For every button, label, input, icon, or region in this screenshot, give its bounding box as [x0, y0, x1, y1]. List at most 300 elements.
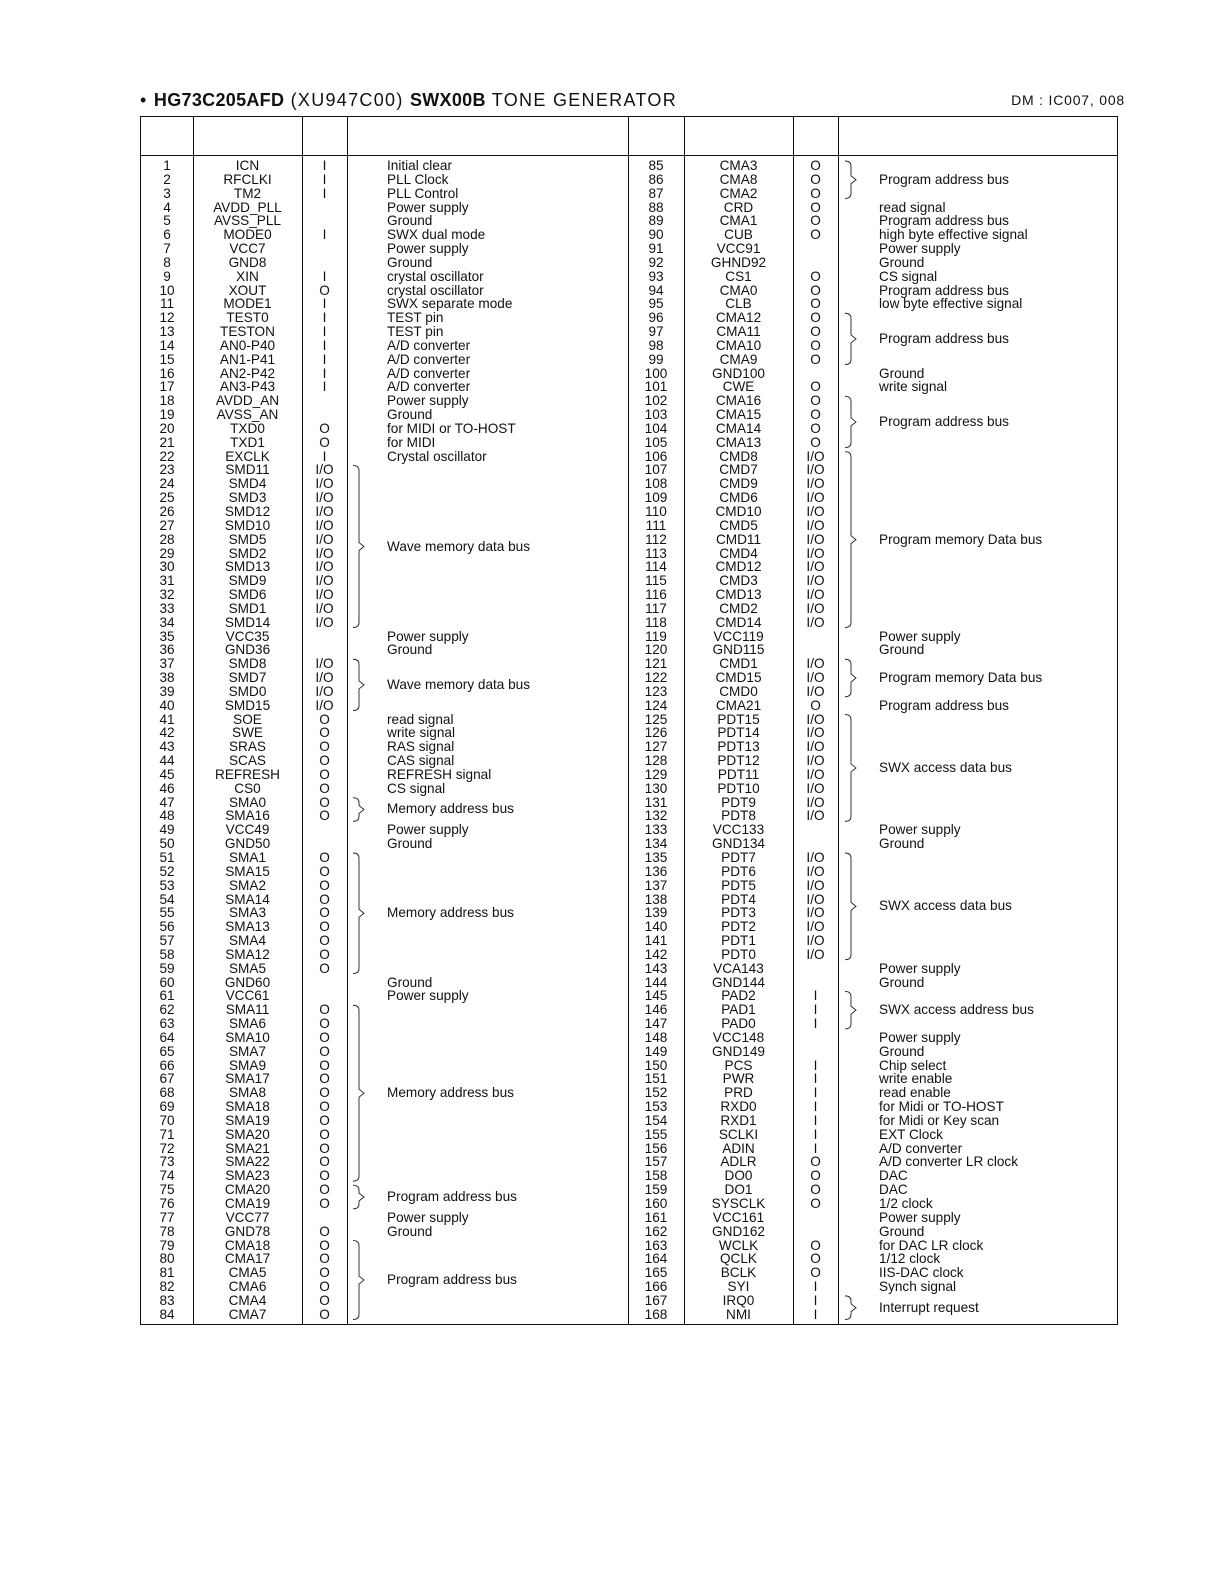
- pin-io: I: [322, 324, 327, 340]
- group-brace: [845, 452, 856, 628]
- pin-number: 87: [648, 185, 664, 201]
- pin-number: 121: [644, 656, 668, 672]
- pin-name: PDT11: [717, 766, 760, 782]
- pin-name: SMA13: [225, 919, 270, 935]
- pin-number: 118: [645, 614, 667, 630]
- pin-io: O: [810, 171, 821, 187]
- pin-number: 70: [159, 1112, 175, 1128]
- pin-number: 53: [159, 877, 175, 893]
- pin-io: O: [319, 850, 330, 865]
- ic-reference: DM : IC007, 008: [1011, 92, 1125, 108]
- pin-number: 45: [159, 766, 175, 782]
- pin-io: O: [319, 739, 330, 755]
- pin-function: PLL Clock: [387, 171, 449, 187]
- pin-name: AN0-P40: [219, 337, 276, 353]
- pin-io: O: [810, 199, 821, 215]
- pin-function: Synch signal: [879, 1279, 957, 1295]
- pin-number: 16: [159, 365, 175, 381]
- pin-number: 58: [159, 946, 175, 962]
- pin-name: CMD12: [715, 559, 762, 575]
- pin-number: 149: [644, 1043, 668, 1059]
- pin-io: I: [813, 1071, 818, 1087]
- pin-number: 27: [159, 517, 175, 533]
- pin-io: I/O: [315, 573, 334, 589]
- group-brace: [353, 1185, 364, 1209]
- pin-function: CS signal: [879, 268, 938, 284]
- pin-name: SCAS: [228, 753, 267, 769]
- pin-name: CMD14: [715, 614, 762, 630]
- pin-name: SMA9: [228, 1057, 267, 1073]
- pin-number: 56: [159, 919, 175, 935]
- pin-name: CMD15: [715, 670, 762, 686]
- pin-number: 158: [644, 1168, 668, 1184]
- pin-number: 41: [159, 711, 175, 727]
- pin-io: O: [810, 227, 821, 243]
- pin-number: 25: [159, 490, 175, 506]
- group-label: SWX access data bus: [879, 898, 1012, 914]
- pin-name: SMA2: [228, 877, 267, 893]
- pin-name: CMA11: [716, 324, 761, 340]
- pin-number: 35: [159, 628, 175, 644]
- pin-io: O: [810, 1237, 821, 1253]
- pin-number: 116: [645, 587, 667, 603]
- pin-name: SWE: [232, 725, 263, 741]
- pin-number: 167: [644, 1292, 668, 1308]
- pin-number: 6: [163, 227, 171, 243]
- pin-number: 150: [644, 1057, 668, 1073]
- group-brace: [845, 1296, 856, 1320]
- pin-name: DO1: [724, 1182, 753, 1198]
- pin-name: ADIN: [722, 1140, 755, 1156]
- pin-number: 14: [159, 337, 175, 353]
- pin-io: I: [322, 158, 327, 173]
- pin-io: O: [810, 268, 821, 284]
- pin-name: CMA7: [228, 1306, 267, 1322]
- pin-number: 55: [159, 905, 175, 921]
- pin-number: 92: [648, 254, 664, 270]
- pin-io: O: [319, 282, 330, 298]
- pin-name: GND60: [224, 974, 271, 990]
- pin-name: PDT7: [721, 850, 756, 865]
- pin-number: 139: [644, 905, 668, 921]
- pin-number: 111: [645, 517, 667, 533]
- pin-io: I/O: [315, 587, 334, 603]
- pin-number: 115: [645, 573, 667, 589]
- pin-number: 43: [159, 739, 175, 755]
- pin-io: I/O: [315, 559, 334, 575]
- pin-function: Power supply: [387, 822, 469, 838]
- pin-number: 117: [645, 600, 667, 616]
- pin-function: Ground: [879, 974, 925, 990]
- pin-name: CMA10: [715, 337, 762, 353]
- pin-io: O: [319, 1265, 330, 1281]
- pin-io: O: [319, 946, 330, 962]
- pin-name: PDT15: [717, 711, 760, 727]
- pin-io: O: [810, 407, 821, 423]
- pin-io: O: [319, 1196, 330, 1211]
- pin-io: I/O: [315, 517, 334, 533]
- pin-number: 141: [644, 933, 668, 949]
- pin-io: O: [810, 337, 821, 353]
- pin-function: Power supply: [879, 1209, 961, 1225]
- pin-io: O: [810, 351, 821, 367]
- pin-name: AN2-P42: [219, 365, 276, 381]
- pin-number: 130: [644, 780, 668, 796]
- pin-number: 166: [644, 1279, 668, 1295]
- pin-name: SMA21: [225, 1140, 270, 1156]
- group-brace: [845, 991, 856, 1029]
- pin-name: SMD10: [224, 517, 271, 533]
- pin-name: PDT10: [717, 780, 760, 796]
- pin-io: O: [319, 1057, 330, 1073]
- pin-function: Ground: [879, 836, 925, 852]
- pin-io: O: [319, 1002, 330, 1018]
- pin-number: 144: [644, 974, 668, 990]
- pin-name: GND78: [224, 1223, 271, 1239]
- pin-io: I/O: [315, 462, 334, 478]
- pin-name: PRD: [724, 1085, 753, 1101]
- pin-function: Ground: [387, 254, 433, 270]
- pin-name: GND162: [712, 1223, 765, 1239]
- pin-number: 49: [159, 822, 175, 838]
- pin-io: I/O: [315, 545, 334, 561]
- group-brace: [353, 798, 364, 822]
- pin-function: write enable: [879, 1071, 953, 1087]
- pin-io: I: [322, 448, 327, 464]
- pin-name: CMA6: [228, 1279, 267, 1295]
- pin-name: SMA16: [225, 808, 270, 824]
- group-label: Program address bus: [879, 413, 1009, 429]
- pin-name: VCC77: [225, 1209, 270, 1225]
- pin-function: for MIDI or TO-HOST: [387, 420, 516, 436]
- pin-number: 142: [644, 946, 668, 962]
- pin-io: I/O: [806, 656, 825, 672]
- group-label: Wave memory data bus: [387, 538, 531, 554]
- pin-name: SOE: [233, 711, 262, 727]
- pin-number: 110: [645, 504, 667, 519]
- pin-name: GND149: [712, 1043, 765, 1059]
- pin-number: 47: [159, 794, 175, 810]
- pin-number: 29: [159, 545, 175, 561]
- pin-io: I/O: [315, 683, 334, 699]
- pin-io: I/O: [806, 891, 825, 907]
- pin-number: 31: [159, 573, 175, 589]
- pin-number: 138: [644, 891, 668, 907]
- pin-number: 94: [648, 282, 664, 298]
- pin-name: CMA0: [719, 282, 758, 298]
- pin-function: write signal: [387, 725, 455, 741]
- pin-io: I/O: [806, 946, 825, 962]
- pin-name: AVDD_AN: [215, 393, 280, 409]
- pin-number: 161: [644, 1209, 668, 1225]
- pin-number: 155: [644, 1126, 668, 1142]
- pin-name: PDT1: [721, 933, 756, 949]
- pin-number: 60: [159, 974, 175, 990]
- pin-io: O: [319, 1306, 330, 1322]
- pin-number: 145: [644, 988, 668, 1004]
- pin-name: VCC133: [712, 822, 765, 838]
- pin-name: SMA19: [225, 1112, 270, 1128]
- pin-number: 137: [644, 877, 668, 893]
- pin-number: 123: [644, 683, 668, 699]
- pin-io: O: [810, 310, 821, 326]
- pin-io: O: [319, 877, 330, 893]
- pin-name: SMD9: [228, 573, 267, 589]
- pin-number: 128: [644, 753, 668, 769]
- pin-io: O: [319, 1071, 330, 1087]
- pin-function: A/D converter: [387, 365, 471, 381]
- pin-function: TEST pin: [387, 310, 444, 326]
- pin-name: REFRESH: [215, 766, 280, 782]
- pin-function: A/D converter: [387, 351, 471, 367]
- pin-number: 9: [163, 268, 171, 284]
- pin-io: I: [813, 1085, 818, 1101]
- pin-io: I/O: [806, 739, 825, 755]
- pin-io: O: [319, 434, 330, 450]
- pin-name: SMD5: [228, 531, 267, 547]
- pin-name: TEST0: [226, 310, 269, 326]
- pin-io: I/O: [806, 683, 825, 699]
- pin-function: Power supply: [387, 628, 469, 644]
- pin-number: 48: [159, 808, 175, 824]
- pin-number: 157: [644, 1154, 668, 1170]
- pin-name: CMA13: [715, 434, 762, 450]
- group-brace: [353, 659, 364, 710]
- pin-function: PLL Control: [387, 185, 459, 201]
- pin-io: O: [319, 711, 330, 727]
- pin-function: A/D converter: [387, 379, 471, 395]
- pin-function: high byte effective signal: [879, 227, 1028, 243]
- pin-name: CMD10: [715, 504, 762, 519]
- pin-function: Power supply: [387, 199, 469, 215]
- pin-name: SMA10: [225, 1029, 270, 1045]
- pin-number: 160: [644, 1196, 668, 1211]
- pin-function: crystal oscillator: [387, 268, 484, 284]
- pin-number: 62: [159, 1002, 175, 1018]
- pin-number: 91: [648, 241, 664, 257]
- pin-io: O: [319, 1099, 330, 1115]
- pin-number: 17: [159, 379, 175, 395]
- pin-io: O: [810, 1154, 821, 1170]
- pin-number: 42: [159, 725, 175, 741]
- pin-io: I/O: [806, 490, 825, 506]
- group-label: SWX access address bus: [879, 1002, 1034, 1018]
- pin-io: O: [319, 905, 330, 921]
- pin-function: Initial clear: [387, 158, 452, 173]
- pin-name: CMD4: [719, 545, 758, 561]
- pin-name: NMI: [726, 1306, 751, 1322]
- pin-number: 68: [159, 1085, 175, 1101]
- pin-name: VCA143: [713, 960, 764, 976]
- pin-io: O: [319, 891, 330, 907]
- pin-name: SYSCLK: [711, 1196, 766, 1211]
- pin-function: Chip select: [879, 1057, 947, 1073]
- pin-io: I: [813, 1002, 818, 1018]
- pin-number: 73: [159, 1154, 175, 1170]
- pin-name: CWE: [722, 379, 755, 395]
- group-label: Program address bus: [879, 330, 1009, 346]
- pin-io: I/O: [315, 531, 334, 547]
- pin-io: O: [810, 1265, 821, 1281]
- pin-name: SRAS: [228, 739, 267, 755]
- pin-name: PDT2: [721, 919, 756, 935]
- pin-function: A/D converter LR clock: [879, 1154, 1019, 1170]
- pin-name: TXD1: [230, 434, 265, 450]
- pin-name: SMD12: [224, 504, 271, 519]
- pin-number: 46: [159, 780, 175, 796]
- pin-io: I/O: [806, 545, 825, 561]
- pin-io: O: [810, 1182, 821, 1198]
- pin-function: RAS signal: [387, 739, 455, 755]
- pin-name: CMA1: [719, 213, 758, 229]
- pin-number: 12: [159, 310, 175, 326]
- pin-function: A/D converter: [387, 337, 471, 353]
- pin-number: 26: [159, 504, 175, 519]
- pin-number: 154: [644, 1112, 668, 1128]
- group-brace: [353, 1241, 364, 1320]
- pin-io: I: [322, 171, 327, 187]
- pin-io: I/O: [315, 697, 334, 713]
- pin-function: Power supply: [387, 393, 469, 409]
- pin-number: 99: [648, 351, 664, 367]
- pin-name: PDT14: [717, 725, 760, 741]
- pin-name: CMD1: [719, 656, 758, 672]
- pin-function: Power supply: [879, 241, 961, 257]
- pin-number: 135: [644, 850, 668, 865]
- group-label: Wave memory data bus: [387, 676, 531, 692]
- pin-io: I/O: [806, 517, 825, 533]
- pin-function: Program address bus: [879, 213, 1009, 229]
- pin-number: 93: [648, 268, 664, 284]
- pin-function: Ground: [879, 1043, 925, 1059]
- pin-function: Program address bus: [879, 697, 1009, 713]
- pin-name: SMD6: [228, 587, 267, 603]
- pin-io: I/O: [806, 863, 825, 879]
- pin-io: O: [319, 1168, 330, 1184]
- pin-number: 122: [644, 670, 668, 686]
- pin-number: 84: [159, 1306, 175, 1322]
- pin-name: RXD0: [720, 1099, 757, 1115]
- pin-number: 76: [159, 1196, 175, 1211]
- pin-number: 148: [644, 1029, 668, 1045]
- pin-name: SMA0: [228, 794, 267, 810]
- pin-number: 163: [644, 1237, 668, 1253]
- pin-number: 80: [159, 1251, 175, 1267]
- pin-function: write signal: [879, 379, 947, 395]
- pin-io: I: [322, 379, 327, 395]
- pin-io: I/O: [806, 462, 825, 478]
- pin-number: 134: [644, 836, 668, 852]
- pin-number: 63: [159, 1016, 175, 1032]
- pin-name: EXCLK: [225, 448, 270, 464]
- pin-number: 18: [159, 393, 175, 409]
- pin-name: CMD13: [715, 587, 762, 603]
- pin-number: 106: [644, 448, 668, 464]
- pin-name: GHND92: [710, 254, 767, 270]
- pin-function: REFRESH signal: [387, 766, 492, 782]
- pin-function: for DAC LR clock: [879, 1237, 984, 1253]
- pin-number: 152: [644, 1085, 668, 1101]
- pin-function: Ground: [879, 1223, 925, 1239]
- pin-name: MODE0: [223, 227, 272, 243]
- pin-io: I/O: [315, 600, 334, 616]
- pin-function: read enable: [879, 1085, 951, 1101]
- pin-io: I: [813, 1112, 818, 1128]
- pin-name: AN1-P41: [219, 351, 276, 367]
- pin-name: SMA11: [225, 1002, 270, 1018]
- pin-number: 108: [644, 476, 668, 492]
- pin-function: Ground: [387, 642, 433, 658]
- pin-function: Power supply: [879, 960, 961, 976]
- pin-function: 1/12 clock: [879, 1251, 941, 1267]
- group-label: Program address bus: [879, 171, 1009, 187]
- pin-number: 105: [644, 434, 668, 450]
- group-brace: [845, 313, 856, 364]
- pin-io: O: [319, 808, 330, 824]
- pin-number: 156: [644, 1140, 668, 1156]
- pin-number: 65: [159, 1043, 175, 1059]
- pin-name: PAD2: [721, 988, 756, 1004]
- pin-number: 151: [644, 1071, 668, 1087]
- pin-number: 104: [644, 420, 668, 436]
- pin-number: 86: [648, 171, 664, 187]
- pin-number: 24: [159, 476, 175, 492]
- pin-number: 57: [159, 933, 175, 949]
- pin-io: O: [810, 1168, 821, 1184]
- pin-number: 96: [648, 310, 664, 326]
- pin-io: O: [319, 1112, 330, 1128]
- pin-name: TESTON: [220, 324, 275, 340]
- pin-name: SMD0: [228, 683, 267, 699]
- pin-name: VCC148: [712, 1029, 765, 1045]
- pin-name: SMA23: [225, 1168, 270, 1184]
- pin-number: 51: [159, 850, 175, 865]
- group-label: Program memory Data bus: [879, 670, 1043, 685]
- pin-number: 36: [159, 642, 175, 658]
- pin-name: PAD1: [721, 1002, 756, 1018]
- pin-function: Power supply: [387, 241, 469, 257]
- pin-number: 112: [645, 531, 667, 547]
- pin-io: O: [319, 753, 330, 769]
- pin-number: 153: [644, 1099, 668, 1115]
- pin-number: 143: [644, 960, 668, 976]
- pin-name: SYI: [727, 1279, 750, 1295]
- pin-name: PDT5: [721, 877, 756, 893]
- group-label: Interrupt request: [879, 1299, 979, 1315]
- part-code: (XU947C00): [290, 90, 404, 110]
- pin-number: 85: [648, 158, 664, 173]
- pin-name: SMA14: [225, 891, 270, 907]
- pin-function: IIS-DAC clock: [879, 1265, 964, 1281]
- pin-io: O: [810, 213, 821, 229]
- pin-name: VCC35: [225, 628, 270, 644]
- pin-io: I/O: [315, 614, 334, 630]
- pin-io: O: [319, 1126, 330, 1142]
- group-brace: [353, 853, 364, 974]
- pin-name: CMA12: [715, 310, 762, 326]
- pin-io: I/O: [315, 504, 334, 519]
- pin-name: ADLR: [720, 1154, 757, 1170]
- pin-io: I: [322, 185, 327, 201]
- pin-function: for Midi or TO-HOST: [879, 1099, 1004, 1115]
- bullet: •: [140, 90, 148, 110]
- pin-io: I/O: [806, 766, 825, 782]
- pin-number: 19: [159, 407, 175, 423]
- pin-number: 168: [644, 1306, 668, 1322]
- pin-name: CMA5: [228, 1265, 267, 1281]
- pin-number: 71: [159, 1126, 175, 1142]
- pin-name: SMA18: [225, 1099, 270, 1115]
